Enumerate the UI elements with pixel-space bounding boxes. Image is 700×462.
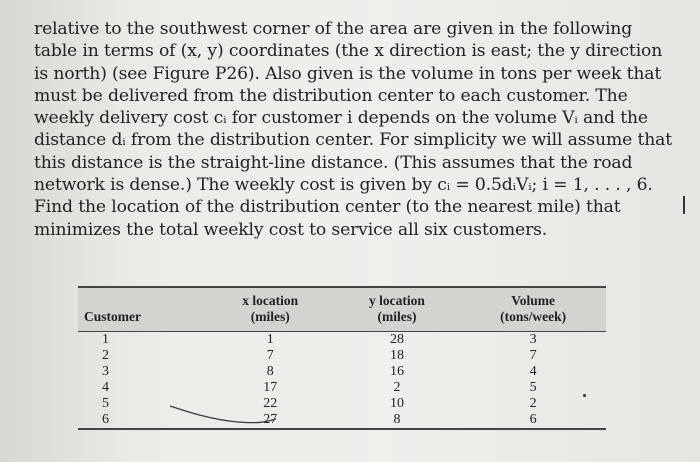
paragraph-line: must be delivered from the distribution center to each customer. The <box>34 85 628 106</box>
customer-cell: 6 <box>102 412 109 427</box>
paragraph-line: Find the location of the distribution center (to the nearest mile) that <box>34 197 621 218</box>
y-cell: 28 <box>389 332 404 347</box>
paragraph-line: is north) (see Figure P26). Also given is the volume in tons per week that <box>34 63 662 84</box>
volume-cell: 3 <box>529 332 537 347</box>
header-x-location: x location (miles) <box>242 293 299 324</box>
pen-dot <box>583 394 586 397</box>
x-cell: 7 <box>266 348 274 363</box>
y-cell: 16 <box>389 364 404 379</box>
x-cell: 27 <box>263 412 278 427</box>
paragraph-line: this distance is the straight-line distance. (This assumes that the road <box>34 152 633 173</box>
table-row <box>78 332 606 349</box>
volume-cell: 4 <box>529 364 537 379</box>
header-volume: Volume (tons/week) <box>500 293 567 324</box>
volume-cell: 5 <box>529 380 537 395</box>
paragraph-line: weekly delivery cost cᵢ for customer i depends on the volume Vᵢ and the <box>34 108 648 129</box>
volume-cell: 2 <box>529 396 537 411</box>
table-row <box>78 396 606 412</box>
y-cell: 8 <box>393 412 401 427</box>
header-y-location: y location (miles) <box>369 293 425 324</box>
x-cell: 22 <box>263 396 278 411</box>
customer-cell: 3 <box>102 364 109 379</box>
customer-cell: 5 <box>102 396 109 411</box>
volume-cell: 7 <box>529 348 537 363</box>
customer-cell: 1 <box>102 332 109 347</box>
customer-cell: 2 <box>102 348 109 363</box>
volume-cell: 6 <box>529 412 537 427</box>
y-cell: 10 <box>389 396 404 411</box>
paragraph-line: network is dense.) The weekly cost is given by cᵢ = 0.5dᵢVᵢ; i = 1, . . . , 6. <box>34 175 653 196</box>
x-cell: 17 <box>263 380 278 395</box>
table-header-row <box>78 287 606 332</box>
table-row <box>78 412 606 429</box>
margin-mark <box>683 196 685 214</box>
x-cell: 1 <box>266 332 274 347</box>
x-cell: 8 <box>266 364 274 379</box>
customer-table <box>78 286 606 430</box>
header-customer: Customer <box>84 309 141 324</box>
table-row <box>78 348 606 364</box>
table-row <box>78 364 606 380</box>
y-cell: 18 <box>389 348 404 363</box>
table-row <box>78 380 606 396</box>
paragraph-line: table in terms of (x, y) coordinates (the x direction is east; the y direction <box>34 41 663 62</box>
paragraph-line: distance dᵢ from the distribution center. For simplicity we will assume that <box>34 130 672 151</box>
paragraph-line: relative to the southwest corner of the area are given in the following <box>34 19 633 39</box>
problem-paragraph <box>34 18 694 241</box>
customer-cell: 4 <box>102 380 109 395</box>
y-cell: 2 <box>393 380 401 395</box>
paragraph-line: minimizes the total weekly cost to service all six customers. <box>34 219 548 240</box>
